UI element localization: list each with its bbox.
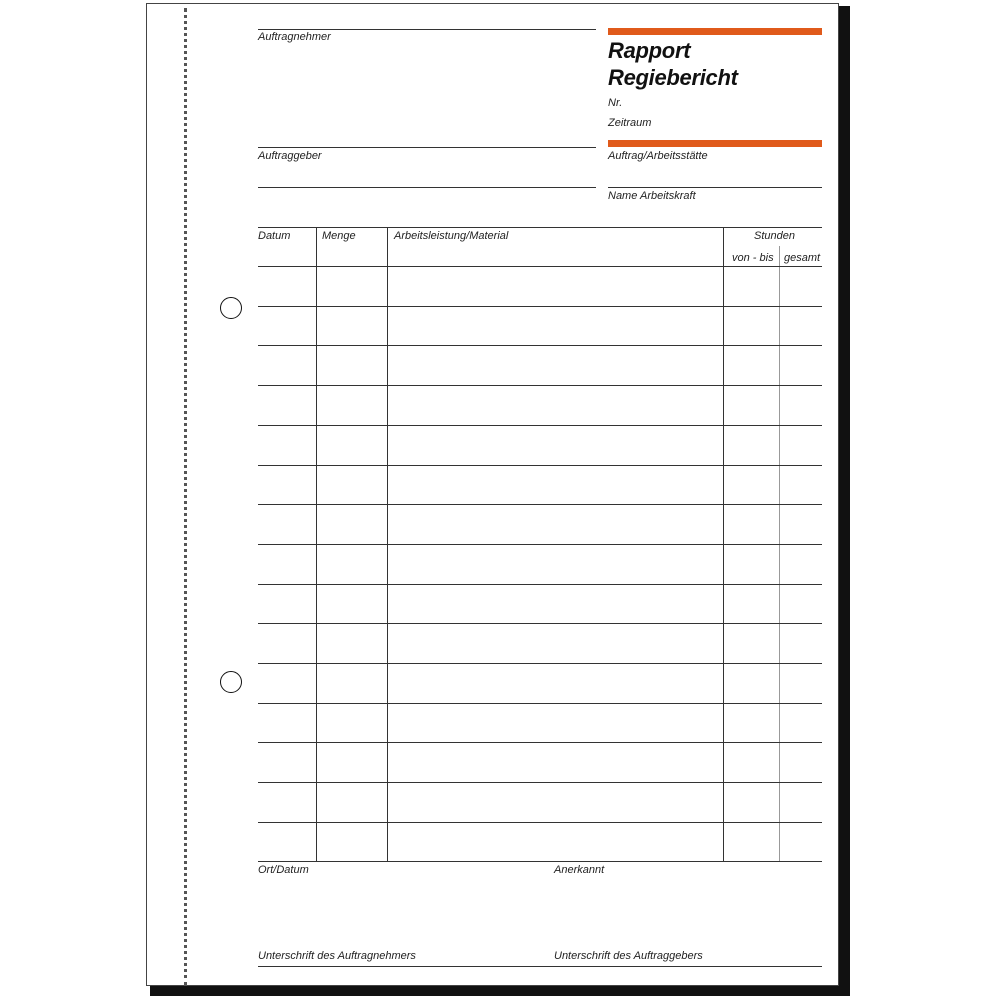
auftraggeber-line-2 bbox=[258, 187, 596, 188]
table-row-line bbox=[258, 306, 822, 307]
col-menge-header: Menge bbox=[322, 230, 356, 242]
col-von-bis-header: von - bis bbox=[732, 252, 774, 264]
name-arbeitskraft-label: Name Arbeitskraft bbox=[608, 190, 696, 202]
table-row-line bbox=[258, 782, 822, 783]
col-datum-header: Datum bbox=[258, 230, 291, 242]
signature-line bbox=[258, 966, 822, 967]
auftraggeber-line bbox=[258, 147, 596, 148]
zeitraum-label: Zeitraum bbox=[608, 117, 652, 129]
punch-hole-bottom bbox=[220, 671, 242, 693]
auftraggeber-label: Auftraggeber bbox=[258, 150, 322, 162]
table-row-line bbox=[258, 345, 822, 346]
auftragnehmer-line bbox=[258, 29, 596, 30]
unterschrift-auftragnehmer-label: Unterschrift des Auftragnehmers bbox=[258, 950, 416, 962]
unterschrift-auftraggeber-label: Unterschrift des Auftraggebers bbox=[554, 950, 703, 962]
table-row-line bbox=[258, 861, 822, 862]
form-title-regiebericht: Regiebericht bbox=[608, 65, 738, 90]
col-arbeitsleistung-header: Arbeitsleistung/Material bbox=[394, 230, 509, 242]
form-title-rapport: Rapport bbox=[608, 38, 691, 63]
col-gesamt-header: gesamt bbox=[784, 252, 821, 264]
table-row-line bbox=[258, 266, 822, 267]
auftrag-arbeitsstaette-label: Auftrag/Arbeitsstätte bbox=[608, 150, 708, 162]
table-row-line bbox=[258, 822, 822, 823]
table-row-line bbox=[258, 425, 822, 426]
ort-datum-label: Ort/Datum bbox=[258, 864, 309, 876]
table-row-line bbox=[258, 703, 822, 704]
form-sheet bbox=[146, 3, 839, 986]
table-top-line bbox=[258, 227, 822, 228]
perforation-line bbox=[184, 8, 187, 986]
anerkannt-label: Anerkannt bbox=[554, 864, 605, 876]
col-divider-stunden bbox=[779, 246, 780, 861]
accent-bar-top bbox=[608, 28, 822, 35]
paper-stack-bottom bbox=[150, 985, 850, 996]
auftragnehmer-label: Auftragnehmer bbox=[258, 31, 331, 43]
table-row-line bbox=[258, 663, 822, 664]
table-row-line bbox=[258, 584, 822, 585]
paper-stack-right bbox=[838, 6, 850, 996]
table-row-line bbox=[258, 742, 822, 743]
col-stunden-header: Stunden bbox=[754, 230, 795, 242]
nr-label: Nr. bbox=[608, 97, 623, 109]
punch-hole-top bbox=[220, 297, 242, 319]
accent-bar-bottom bbox=[608, 140, 822, 147]
table-row-line bbox=[258, 623, 822, 624]
auftrag-line bbox=[608, 187, 822, 188]
table-row-line bbox=[258, 385, 822, 386]
table-row-line bbox=[258, 504, 822, 505]
table-row-line bbox=[258, 465, 822, 466]
table-row-line bbox=[258, 544, 822, 545]
